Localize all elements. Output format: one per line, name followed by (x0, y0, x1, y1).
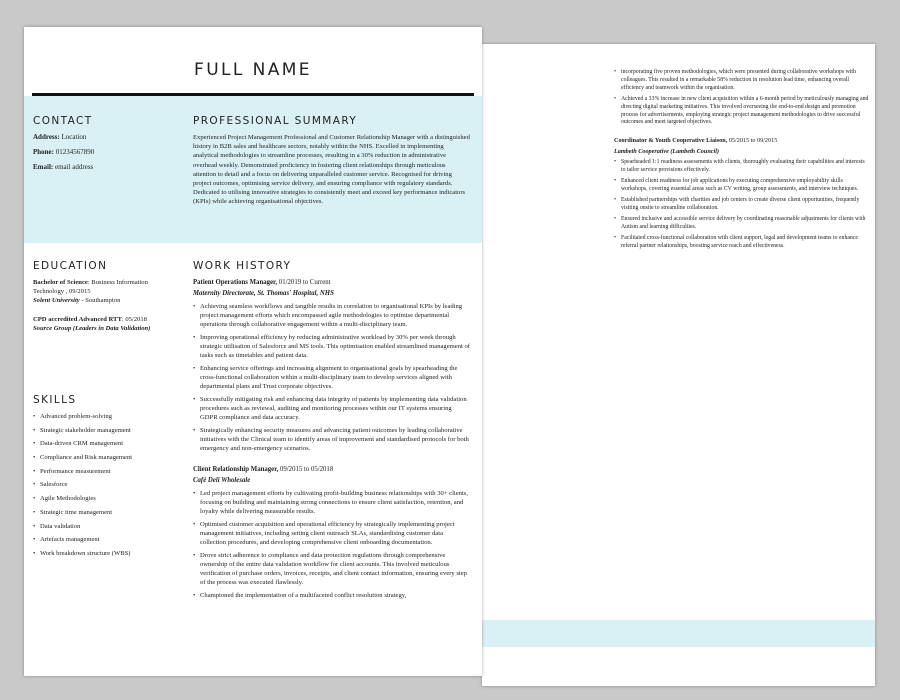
skill-item: • Strategic time management (33, 508, 173, 517)
bullet-item: • Spearheaded 1:1 readiness assessments with clients, thoroughly evaluating their capabilities and interests to tailor service provisions effectively. (614, 159, 869, 175)
skills-list (33, 412, 173, 558)
work-history-section (193, 260, 470, 604)
job-bullets (193, 302, 470, 453)
summary-heading: PROFESSIONAL SUMMARY (193, 115, 358, 127)
summary-section (193, 115, 470, 207)
education-item: CPD accredited Advanced RTT: 05/2018 Source Group (Leaders in Data Validation) (33, 316, 151, 332)
education-heading: EDUCATION (33, 260, 108, 272)
bullet-item: • Successfully mitigating risk and enhancing data integrity of patients by implementing data validation procedures such as reviewal, auditing and monitoring processes within our IT systems ensuring GDPR compliance and data accuracy. (193, 395, 470, 422)
job-employer: Lambeth Cooperative (Lambeth Council) (614, 148, 720, 156)
skills-section (33, 394, 173, 563)
footer-band (482, 620, 875, 647)
skill-item: • Data-driven CRM management (33, 439, 173, 448)
contact-address: Address: Location (33, 133, 87, 141)
bullet-item: • Championed the implementation of a multifaceted conflict resolution strategy, (193, 591, 470, 600)
work-history-heading: WORK HISTORY (193, 260, 292, 272)
skill-item: • Strategic stakeholder management (33, 426, 173, 435)
education-section (33, 260, 173, 343)
continuation-bullets (614, 69, 869, 127)
page2-content (614, 69, 869, 253)
contact-section (33, 115, 173, 178)
bullet-item: • Enhancing service offerings and increasing alignment to organisational goals by spearheading the cross-functional collaboration within a multi-disciplinary team to develop services aligned with departmental plans and Trust corporate objectives. (193, 364, 470, 391)
job-title: Client Relationship Manager, 09/2015 to 05/2018 (193, 466, 334, 473)
job-employer: Café Deli Wholesale (193, 477, 251, 484)
skill-item: • Agile Methodologies (33, 494, 173, 503)
skill-item: • Salesforce (33, 480, 173, 489)
job-title: Coordinator & Youth Cooperative Liaison, 05/2015 to 09/2015 (614, 137, 778, 145)
job-title: Patient Operations Manager, 01/2019 to Current (193, 279, 331, 286)
contact-heading: CONTACT (33, 115, 93, 127)
resume-page-1 (24, 27, 482, 676)
skill-item: • Artefacts management (33, 535, 173, 544)
bullet-item: • Optimised customer acquisition and operational efficiency by strategically implementing project management initiatives, including setting client outreach SLAs, standardising customer data collection procedures, and developing comprehensive client onboarding documentation. (193, 520, 470, 547)
bullet-item: • Led project management efforts by cultivating profit-building business relationships with 30+ clients, focusing on building and maintaining strong connections to ensure client satisfaction, retention, and loyalty while delivering measurable results. (193, 489, 470, 516)
skill-item: • Compliance and Risk management (33, 453, 173, 462)
bullet-item: • Drove strict adherence to compliance and data protection regulations through comprehensive ownership of the entire data validation workflow for client accounts. This involved meticulous verification of purchase orders, invoices, receipts, and client contact information, ensuring every step of the process was executed flawlessly. (193, 551, 470, 587)
bullet-item: • Established partnerships with charities and job centers to create diverse client opportunities, frequently visiting onsite to streamline collaboration. (614, 197, 869, 213)
bullet-item: • Strategically enhancing security measures and advancing patient outcomes by leading collaborative initiatives with the Clinical team to identify areas of improvement and standardised protocols for both emergency and non-emergency scenarios. (193, 426, 470, 453)
skills-heading: SKILLS (33, 394, 77, 406)
contact-email: Email: email address (33, 163, 94, 171)
bullet-item: • Improving operational efficiency by reducing administrative workload by 30% per week through strategic utilisation of Salesforce and MS tools. This optimisation enabled streamlined management of tasks such as timetables and patient data. (193, 333, 470, 360)
job-employer: Maternity Directorate, St. Thomas' Hospital, NHS (193, 290, 334, 297)
skill-item: • Performance measurement (33, 467, 173, 476)
bullet-item: • Enhanced client readiness for job applications by executing comprehensive employability skills workshops, covering essential areas such as CV writing, group assessments, and interview techniques. (614, 178, 869, 194)
job-bullets (193, 489, 470, 600)
resume-page-2 (482, 44, 875, 686)
job-bullets (614, 159, 869, 250)
bullet-item: • incorporating five proven methodologies, which were presented during collaborative workshops with colleagues. This resulted in a remarkable 58% reduction in resolution lead time, enhancing overall efficiency and teamwork within the organisation. (614, 69, 869, 93)
contact-phone: Phone: 01234567890 (33, 148, 95, 156)
education-item: Bachelor of Science: Business Information Technology , 09/2015 Solent University - Southampton (33, 279, 148, 304)
bullet-item: • Ensured inclusive and accessible service delivery by coordinating reasonable adjustments for clients with Autism and learning difficulties. (614, 216, 869, 232)
bullet-item: • Achieved a 33% increase in new client acquisition within a 6-month period by meticulously managing and directing digital marketing initiatives. This involved overseeing the end-to-end design and promotion process for advertisements, employing strategic project management methodologies to drive successful outcomes and meet targeted objectives. (614, 96, 869, 128)
candidate-name: FULL NAME (194, 60, 312, 80)
skill-item: • Advanced problem-solving (33, 412, 173, 421)
skill-item: • Data validation (33, 522, 173, 531)
bullet-item: • Facilitated cross-functional collaboration with client support, legal and development teams to enhance referral partner relationships, boosting service reach and effectiveness. (614, 235, 869, 251)
skill-item: • Work breakdown structure (WBS) (33, 549, 173, 558)
summary-text: Experienced Project Management Professional and Customer Relationship Manager with a distinguished history in B2B sales and healthcare sectors, notably within the NHS. Excelled in implementing analytical methodologies to streamline processes, resulting in a 30% reduction in administrative overhead weekly. Demonstrated proficiency in fostering client relationships through meticulous attention to detail and a focus on delivering unparalleled customer service. Recognised for driving project outcomes, optimising service delivery, and ensuring compliance with regulatory standards. Dedicated to utilising innovative strategies to consistently meet and exceed key performance indicators (KPIs) while achieving organisational objectives. (193, 134, 470, 206)
bullet-item: • Achieving seamless workflows and tangible results in correlation to organisational KPIs by leading project management efforts which encompassed agile methodologies to optimise departmental operations through collaborative engagement within a multi-disciplinary team. (193, 302, 470, 329)
